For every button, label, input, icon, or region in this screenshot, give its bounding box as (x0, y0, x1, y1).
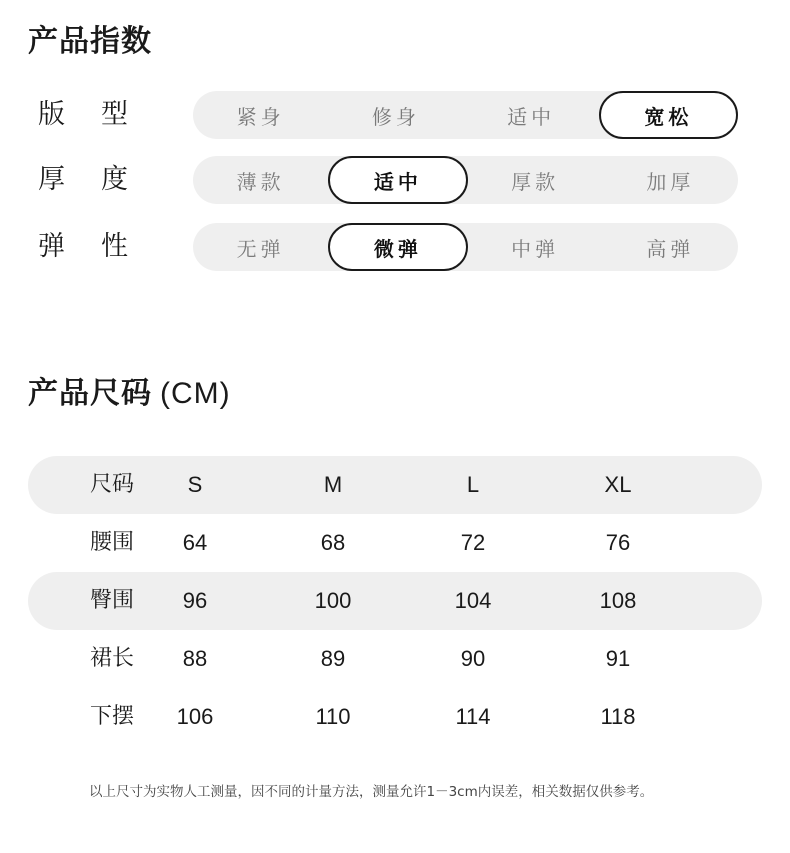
option-pill-selected: 适中 (328, 156, 467, 204)
option-pill: 高弹 (646, 236, 695, 261)
table-row-label: 裙长 (90, 646, 135, 671)
table-cell: 64 (182, 530, 208, 555)
product-index-title-text: 产品指数 (28, 24, 152, 59)
option-pill: 中弹 (511, 236, 560, 261)
table-cell: 100 (314, 588, 352, 613)
option-pill-selected: 宽松 (599, 91, 738, 139)
table-cell: 118 (600, 704, 636, 729)
option-selector (193, 91, 738, 139)
option-pill-selected: 微弹 (328, 223, 467, 271)
table-header-cell: S (187, 472, 203, 497)
product-size-title (28, 374, 231, 414)
option-pill: 薄款 (236, 169, 285, 194)
option-pill: 修身 (371, 104, 420, 129)
attribute-row-fit (0, 90, 790, 140)
table-cell: 106 (176, 704, 214, 729)
table-header-cell: M (323, 472, 343, 497)
product-index-title (28, 22, 152, 62)
table-header-row (28, 456, 762, 514)
option-pill: 厚款 (511, 169, 560, 194)
table-cell: 91 (605, 646, 631, 671)
table-row-label: 下摆 (90, 704, 135, 729)
table-cell: 96 (182, 588, 208, 613)
table-cell: 89 (320, 646, 346, 671)
size-unit: (CM) (160, 377, 231, 410)
option-pill: 紧身 (236, 104, 285, 129)
option-selector (193, 156, 738, 204)
attribute-row-elasticity (0, 222, 790, 272)
table-row (28, 630, 762, 688)
table-cell: 88 (182, 646, 208, 671)
option-pill: 加厚 (646, 169, 695, 194)
product-size-title-text: 产品尺码 (28, 376, 152, 411)
table-cell: 114 (455, 704, 491, 729)
measurement-disclaimer: 以上尺寸为实物人工测量，因不同的计量方法，测量允许1－3cm内误差，相关数据仅供参考。 (89, 784, 654, 800)
size-table (28, 456, 762, 746)
attribute-label: 版型 (38, 99, 164, 130)
table-cell: 68 (320, 530, 346, 555)
table-row (28, 572, 762, 630)
table-row-label: 腰围 (90, 530, 135, 555)
table-row (28, 514, 762, 572)
table-cell: 72 (460, 530, 486, 555)
table-header-cell: L (466, 472, 480, 497)
table-row-label: 臀围 (90, 588, 135, 613)
table-row (28, 688, 762, 746)
option-selector (193, 223, 738, 271)
table-cell: 76 (605, 530, 631, 555)
table-cell: 90 (460, 646, 486, 671)
table-cell: 108 (599, 588, 637, 613)
attribute-label: 厚度 (38, 164, 164, 195)
option-pill: 适中 (507, 104, 556, 129)
table-cell: 110 (315, 704, 351, 729)
table-header-cell: XL (604, 472, 632, 497)
attribute-label: 弹性 (38, 231, 164, 262)
table-cell: 104 (454, 588, 492, 613)
table-header-cell: 尺码 (90, 472, 135, 497)
option-pill: 无弹 (236, 236, 285, 261)
attribute-row-thickness (0, 155, 790, 205)
